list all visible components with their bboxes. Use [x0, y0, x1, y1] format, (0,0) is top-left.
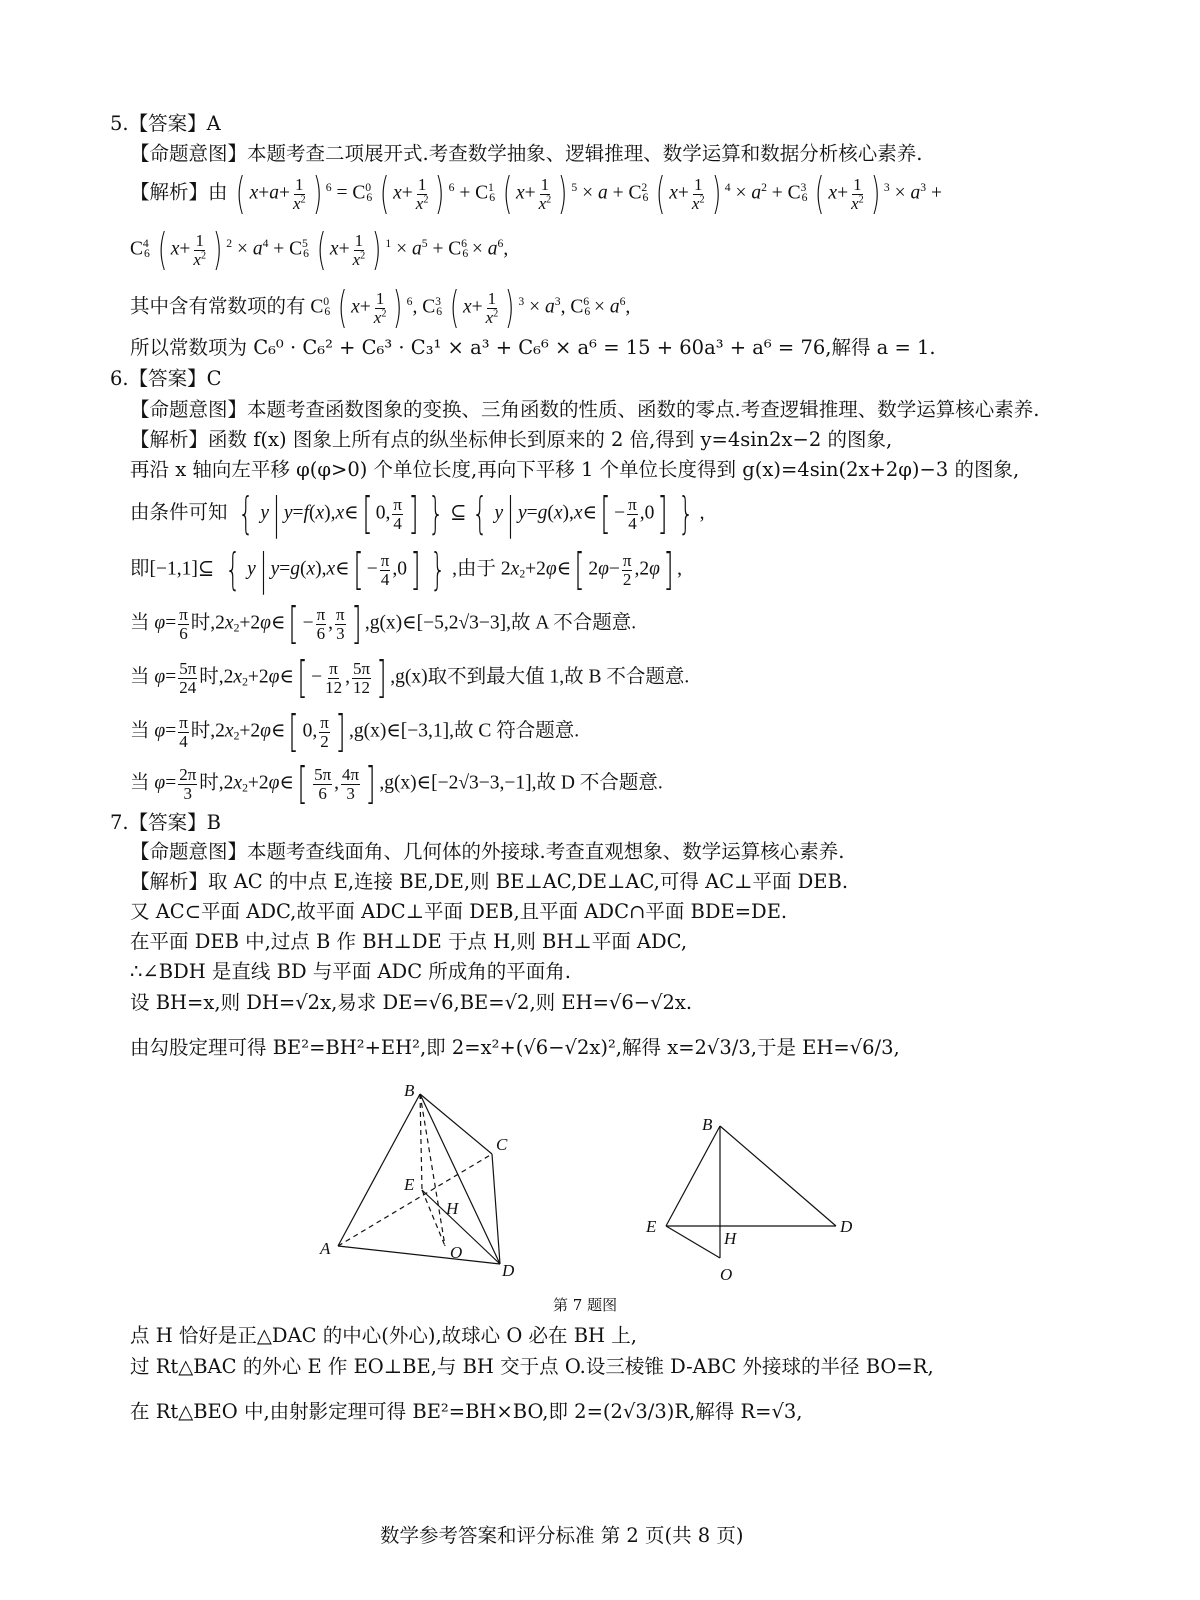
q5-constant-term: 所以常数项为 C₆⁰ · C₆² + C₆³ · C₃¹ × a³ + C₆⁶ × a⁶ = 15 + 60a³ + a⁶ = 76,解得 a = 1. [130, 336, 936, 359]
q6-case-a: 当 φ= $\frac{\pi}{6}$ 时$,2x_2+2\varphi\in$[ − $\frac{\pi}{6}$ , $\frac{\pi}{3}$ ] ,g(x)∈[−5,2√3−3],故 A 不合题意. [130, 598, 637, 649]
q5-intent: 【命题意图】本题考查二项展开式.考查数学抽象、逻辑推理、数学运算和数据分析核心素养. [130, 142, 923, 165]
label-d: D [840, 1217, 853, 1236]
page-footer: 数学参考答案和评分标准 第 2 页(共 8 页) [380, 1524, 744, 1547]
q7-answer: 7.【答案】B [110, 811, 221, 834]
q7-line6: 由勾股定理可得 BE²=BH²+EH²,即 2=x²+(√6−√2x)²,解得 x=2√3/3,于是 EH=√6/3, [130, 1036, 900, 1059]
label-h: H [446, 1199, 459, 1218]
edge-bd [420, 1094, 500, 1264]
q7-line4: ∴∠BDH 是直线 BD 与平面 ADC 所成角的平面角. [130, 960, 572, 983]
label-d: D [502, 1261, 515, 1280]
q6-inequality: 即[−1,1]⊆ { y| y=g(x),x∈[ − $\frac{\pi}{4}$ ,0] } ,由于 $2x_2+2\varphi\in$[ 2φ− $\frac{\pi}{2}$ ,2φ] , [130, 544, 682, 595]
seg-be [666, 1126, 720, 1226]
label-b: B [702, 1115, 713, 1134]
seg-bd [720, 1126, 836, 1226]
q6-condition: 由条件可知 { y| y=f(x),x∈[ 0, $\frac{\pi}{4}$ ] } ⊆ { y| y=g(x),x∈[ − $\frac{\pi}{4}$ ,0] } , [130, 488, 705, 539]
q7-intent: 【命题意图】本题考查线面角、几何体的外接球.考查直观想象、数学运算核心素养. [130, 840, 845, 863]
label-a: A [320, 1239, 331, 1258]
edge-bo-hidden [420, 1094, 445, 1246]
label-c: C [496, 1135, 508, 1154]
tetrahedron-figure [300, 1078, 540, 1283]
edge-ad [338, 1246, 500, 1264]
q7-line8: 过 Rt△BAC 的外心 E 作 EO⊥BE,与 BH 交于点 O.设三棱锥 D-ABC 外接球的半径 BO=R, [130, 1355, 934, 1378]
q7-line2: 又 AC⊂平面 ADC,故平面 ADC⊥平面 DEB,且平面 ADC∩平面 BDE=DE. [130, 900, 788, 923]
edge-ba [338, 1094, 420, 1246]
label-e: E [404, 1175, 415, 1194]
label-b: B [404, 1081, 415, 1100]
q6-answer: 6.【答案】C [110, 367, 222, 390]
label-o: O [720, 1265, 733, 1284]
label-o: O [450, 1243, 463, 1262]
q6-intent: 【命题意图】本题考查函数图象的变换、三角函数的性质、函数的零点.考查逻辑推理、数学运算核心素养. [130, 398, 1040, 421]
edge-be-hidden [420, 1094, 422, 1190]
q5-answer: 5.【答案】A [110, 112, 221, 135]
q7-line7: 点 H 恰好是正△DAC 的中心(外心),故球心 O 必在 BH 上, [130, 1324, 637, 1347]
q5-constant-candidates: 其中含有常数项的有 $C6^0$ ( x+ $\frac{1}{x^2}$ ) $^6$, $C6^3$ ( x+ $\frac{1}{x^2}$ ) $^3 \times a^3$, $C6^6 \times a^6$, [130, 282, 631, 333]
edge-ac-hidden [338, 1154, 492, 1246]
q6-line1: 【解析】函数 f(x) 图象上所有点的纵坐标伸长到原来的 2 倍,得到 y=4sin2x−2 的图象, [130, 428, 893, 451]
q5-expansion-line1: 【解析】由 ( x+a+ $\frac{1}{x^2}$ ) $^6 = C6^0$ ( x+ $\frac{1}{x^2}$ ) $^6 + C6^1$ ( x+ $\frac{1}{x^2}$ ) $^5 \times a + C6^2$ ( x+ $\frac{1}{x^2}$ ) $^4 \times a^2 + C6^3$ ( x+ $\frac{1}{x^2}$ ) $^3 \times a^3$ + [130, 168, 942, 219]
q7-line9: 在 Rt△BEO 中,由射影定理可得 BE²=BH×BO,即 2=(2√3/3)R,解得 R=√3, [130, 1400, 803, 1423]
q6-case-c: 当 φ= $\frac{\pi}{4}$ 时$,2x_2+2\varphi\in$[ 0, $\frac{\pi}{2}$ ] ,g(x)∈[−3,1],故 C 符合题意. [130, 706, 580, 757]
edge-bc [420, 1094, 492, 1154]
label-e: E [646, 1217, 657, 1236]
q5-expansion-line2: $C6^4$ ( x+ $\frac{1}{x^2}$ ) $^2 \times a^4 + C6^5$ ( x+ $\frac{1}{x^2}$ ) $^1 \times a^5 + C6^6 \times a^6$, [130, 224, 509, 275]
q7-line3: 在平面 DEB 中,过点 B 作 BH⊥DE 于点 H,则 BH⊥平面 ADC, [130, 930, 688, 953]
q7-line5: 设 BH=x,则 DH=√2x,易求 DE=√6,BE=√2,则 EH=√6−√2x. [130, 991, 693, 1014]
q7-line1: 【解析】取 AC 的中点 E,连接 BE,DE,则 BE⊥AC,DE⊥AC,可得 AC⊥平面 DEB. [130, 870, 849, 893]
q6-line2: 再沿 x 轴向左平移 φ(φ>0) 个单位长度,再向下平移 1 个单位长度得到 g(x)=4sin(2x+2φ)−3 的图象, [130, 458, 1020, 481]
edge-eo-hidden [422, 1190, 445, 1246]
label-h: H [724, 1229, 737, 1248]
cross-section-figure [640, 1110, 870, 1285]
q6-case-b: 当 φ= $\frac{5\pi}{24}$ 时$,2x_2+2\varphi\in$[ − $\frac{\pi}{12}$ , $\frac{5\pi}{12}$ ] ,g(x)取不到最大值 1,故 B 不合题意. [130, 652, 690, 703]
figure-caption: 第 7 题图 [553, 1296, 618, 1314]
edge-cd [492, 1154, 500, 1264]
seg-eo [666, 1226, 720, 1258]
q6-case-d: 当 φ= $\frac{2\pi}{3}$ 时$,2x_2+2\varphi\in$[ $\frac{5\pi}{6}$ , $\frac{4\pi}{3}$ ] ,g(x)∈[−2√3−3,−1],故 D 不合题意. [130, 758, 663, 809]
